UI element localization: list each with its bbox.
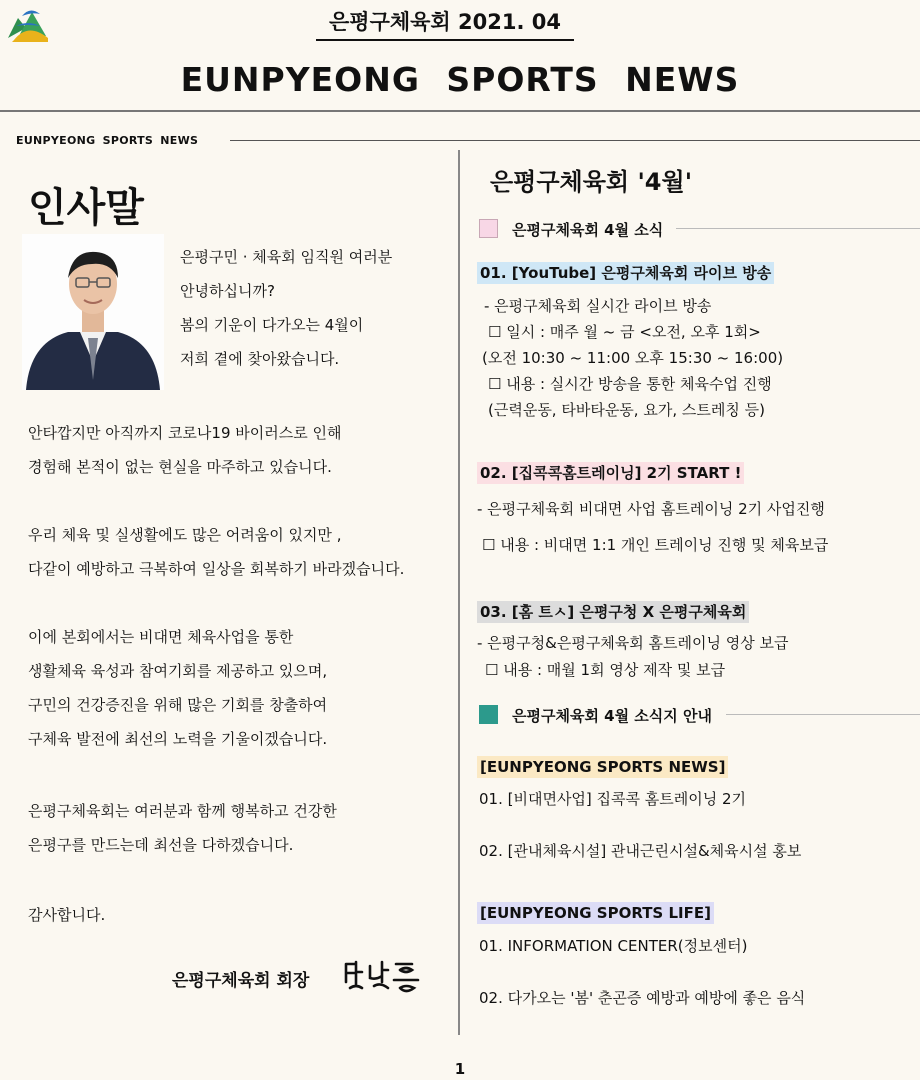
item-line: ☐ 내용 : 매월 1회 영상 제작 및 보급 [485,661,726,679]
section-divider [676,228,920,229]
small-brand: EUNPYEONG SPORTS NEWS [16,134,199,147]
page-number: 1 [454,1060,466,1078]
chairman-portrait [22,234,164,390]
life-heading [477,903,714,922]
intro-line: 봄의 기운이 다가오는 4월이 [180,316,364,334]
item-2-heading [477,462,744,483]
greeting-thanks [28,902,105,936]
item-heading-text: 01. [YouTube] 은평구체육회 라이브 방송 [477,262,774,284]
item-line: ☐ 내용 : 실시간 방송을 통한 체육수업 진행 [488,375,772,393]
signer-title: 은평구체육회 회장 [172,971,310,991]
month-title: 은평구체육회 '4월' [490,168,693,196]
item-line: - 은평구청&은평구체육회 홈트레이닝 영상 보급 [477,634,789,652]
news-heading-text: [EUNPYEONG SPORTS NEWS] [477,756,728,778]
paragraph-line: 구체육 발전에 최선의 노력을 기울이겠습니다. [28,730,328,748]
signature [342,956,422,1000]
logo-icon [6,4,50,44]
column-divider [458,150,460,1035]
header-divider [0,110,920,112]
item-3-heading [477,601,749,622]
paragraph-line: 구민의 건강증진을 위해 많은 기회를 창출하여 [28,696,328,714]
paragraph-line: 경험해 본적이 없는 현실을 마주하고 있습니다. [28,458,332,476]
paragraph-line: 은평구체육회는 여러분과 함께 행복하고 건강한 [28,802,337,820]
greeting-paragraph-2 [28,522,404,590]
item-line: ☐ 일시 : 매주 월 ~ 금 <오전, 오후 1회> [488,323,761,341]
greeting-paragraph-1 [28,420,341,488]
greeting-paragraph-4 [28,798,337,866]
section-news-label: 은평구체육회 4월 소식 [512,221,664,239]
item-line: ☐ 내용 : 비대면 1:1 개인 트레이닝 진행 및 체육보급 [482,536,829,554]
greeting-intro [180,244,392,380]
greeting-paragraph-3 [28,624,327,760]
intro-line: 저희 곁에 찾아왔습니다. [180,350,340,368]
pink-square-icon [479,219,498,238]
newsletter-title: EUNPYEONG SPORTS NEWS [180,60,740,99]
section-newsletter-label: 은평구체육회 4월 소식지 안내 [512,707,712,725]
item-line: (근력운동, 타바타운동, 요가, 스트레칭 등) [488,401,765,419]
item-heading-text: 02. [집콕콕홈트레이닝] 2기 START ! [477,462,744,484]
item-1-heading [477,262,774,283]
intro-line: 은평구민 · 체육회 임직원 여러분 [180,248,393,266]
life-item: 01. INFORMATION CENTER(정보센터) [479,937,748,955]
item-line: - 은평구체육회 실시간 라이브 방송 [484,297,712,315]
paragraph-line: 안타깝지만 아직까지 코로나19 바이러스로 인해 [28,424,342,442]
teal-square-icon [479,705,498,724]
section-divider [726,714,920,715]
issue-title: 은평구체육회 2021. 04 [316,6,574,41]
paragraph-line: 다같이 예방하고 극복하여 일상을 회복하기 바라겠습니다. [28,560,405,578]
news-heading [477,757,728,776]
thanks-line: 감사합니다. [28,906,106,924]
paragraph-line: 은평구를 만드는데 최선을 다하겠습니다. [28,836,294,854]
paragraph-line: 우리 체육 및 실생활에도 많은 어려움이 있지만 , [28,526,342,544]
item-heading-text: 03. [홈 트ㅅ] 은평구청 X 은평구체육회 [477,601,749,623]
item-line: - 은평구체육회 비대면 사업 홈트레이닝 2기 사업진행 [477,500,825,518]
paragraph-line: 이에 본회에서는 비대면 체육사업을 통한 [28,628,294,646]
greeting-title: 인사말 [28,185,144,231]
life-item: 02. 다가오는 '봄' 춘곤증 예방과 예방에 좋은 음식 [479,989,806,1007]
paragraph-line: 생활체육 육성과 참여기회를 제공하고 있으며, [28,662,328,680]
news-item: 02. [관내체육시설] 관내근린시설&체육시설 홍보 [479,842,802,860]
item-line: (오전 10:30 ~ 11:00 오후 15:30 ~ 16:00) [482,349,784,367]
life-heading-text: [EUNPYEONG SPORTS LIFE] [477,902,714,924]
brand-divider [230,140,920,141]
intro-line: 안녕하십니까? [180,282,275,300]
news-item: 01. [비대면사업] 집콕콕 홈트레이닝 2기 [479,790,747,808]
